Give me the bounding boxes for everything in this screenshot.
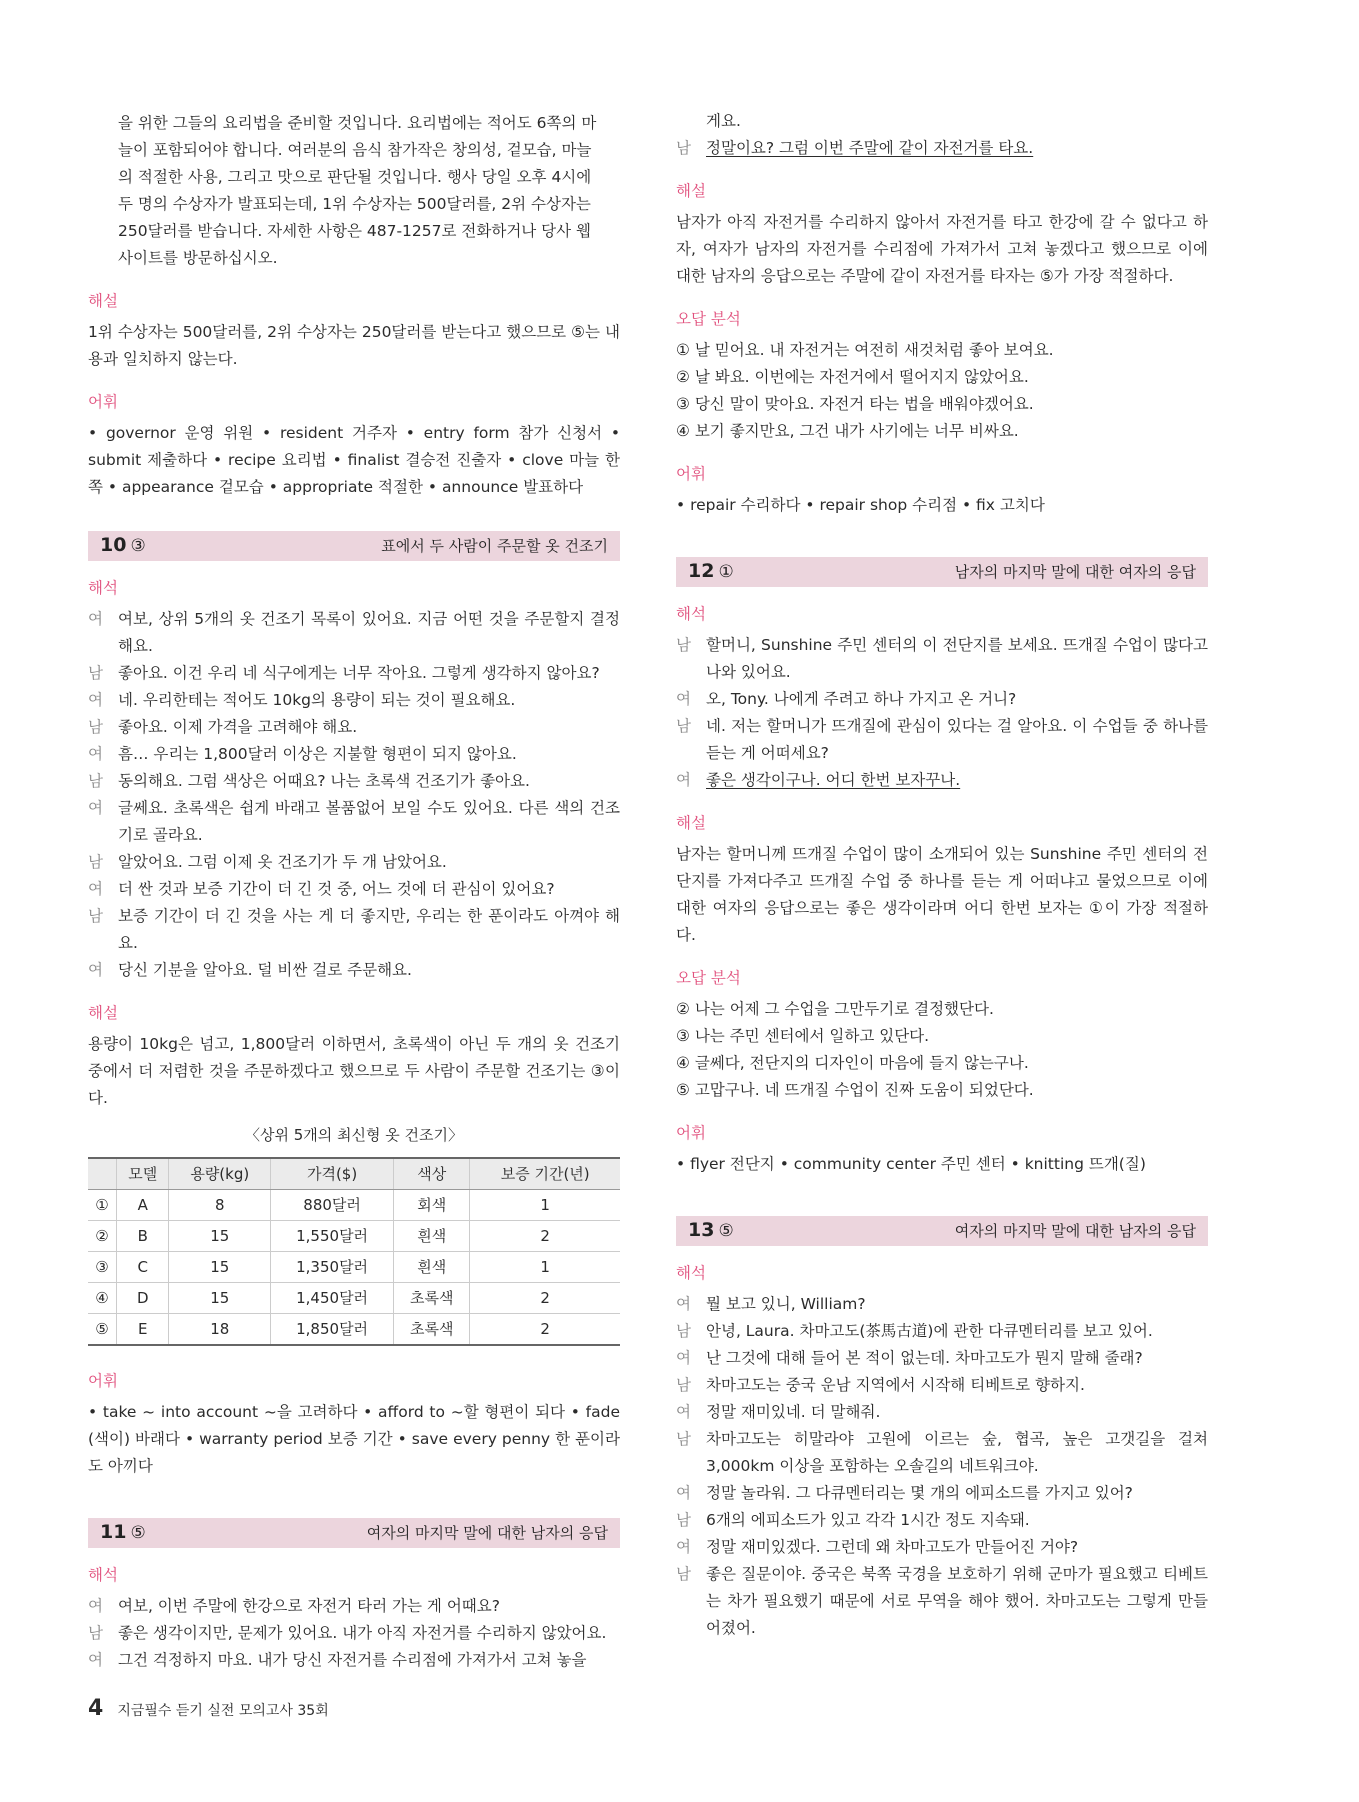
script-label: 해석 [88, 579, 118, 597]
table-row: ② B 15 1,550달러 흰색 2 [88, 1221, 620, 1252]
table-header-cell: 용량(kg) [169, 1158, 271, 1190]
script-line: 두 명의 수상자가 발표되는데, 1위 수상자는 500달러를, 2위 수상자는 [118, 195, 591, 213]
table-row: ④ D 15 1,450달러 초록색 2 [88, 1283, 620, 1314]
dialogue-line: 남 좋아요. 이건 우리 네 식구에게는 너무 작아요. 그렇게 생각하지 않아요? [88, 660, 620, 687]
dialogue-line: 여 정말 놀라워. 그 다큐멘터리는 몇 개의 에피소드를 가지고 있어? [676, 1480, 1208, 1507]
wrong-answer-item: ⑤ 고맙구나. 네 뜨개질 수업이 진짜 도움이 되었단다. [676, 1081, 1034, 1099]
speaker: 남 [88, 853, 103, 871]
dryer-table [88, 1157, 620, 1346]
script-line: 늘이 포함되어야 합니다. 여러분의 음식 참가작은 창의성, 겉모습, 마늘 [118, 141, 592, 159]
q10-number: 10 ③ [100, 534, 146, 556]
q12-answer: ① [718, 562, 734, 582]
dialogue-line: 남 네. 저는 할머니가 뜨개질에 관심이 있다는 걸 알아요. 이 수업들 중 하나를 듣는 게 어떠세요? [676, 713, 1208, 767]
dialogue-line: 여 정말 재미있겠다. 그런데 왜 차마고도가 만들어진 거야? [676, 1534, 1208, 1561]
dialogue-line [676, 135, 1208, 162]
q11-answer: ⑤ [130, 1523, 146, 1543]
dialogue-line: 여 네. 우리한테는 적어도 10kg의 용량이 되는 것이 필요해요. [88, 687, 620, 714]
q13-answer: ⑤ [718, 1221, 734, 1241]
q9-vocab: • governor 운영 위원 • resident 거주자 • entry form 참가 신청서 • submit 제출하다 • recipe 요리법 • finalist 결승전 진출자 • clove 마늘 한 쪽 • appearance 겉모습 • appropriate 적절한 • announce 발표하다 [88, 424, 620, 496]
explanation-label: 해설 [676, 814, 706, 832]
dialogue-line: 남 차마고도는 히말라야 고원에 이르는 숲, 협곡, 높은 고갯길을 걸쳐 3,000km 이상을 포함하는 오솔길의 네트워크야. [676, 1426, 1208, 1480]
answer-underline: 정말이요? 그럼 이번 주말에 같이 자전거를 타요. [706, 139, 1034, 157]
speaker: 남 [676, 636, 691, 654]
speaker: 남 [676, 139, 691, 157]
speaker: 여 [88, 610, 103, 628]
table-header-cell: 보증 기간(년) [470, 1158, 620, 1190]
q9-explanation: 1위 수상자는 500달러를, 2위 수상자는 250달러를 받는다고 했으므로 ⑤는 내용과 일치하지 않는다. [88, 323, 620, 368]
dialogue-line: 남 안녕, Laura. 차마고도(茶馬古道)에 관한 다큐멘터리를 보고 있어. [676, 1318, 1208, 1345]
speaker: 여 [676, 1538, 691, 1556]
q10-description: 표에서 두 사람이 주문할 옷 건조기 [381, 536, 608, 555]
speaker: 여 [676, 1484, 691, 1502]
table-row: ③ C 15 1,350달러 흰색 1 [88, 1252, 620, 1283]
table-header-cell: 가격($) [271, 1158, 394, 1190]
dialogue-line: 여 당신 기분을 알아요. 덜 비싼 걸로 주문해요. [88, 957, 620, 984]
dialogue-line: 남 할머니, Sunshine 주민 센터의 이 전단지를 보세요. 뜨개질 수업이 많다고 나와 있어요. [676, 632, 1208, 686]
q12-header-bar [676, 557, 1208, 587]
q11-header-bar [88, 1518, 620, 1548]
speaker: 여 [88, 1597, 103, 1615]
speaker: 여 [88, 880, 103, 898]
script-line: 의 적절한 사용, 그리고 맛으로 판단될 것입니다. 행사 당일 오후 4시에 [118, 168, 592, 186]
explanation-label: 해설 [676, 182, 706, 200]
speaker: 여 [88, 1651, 103, 1669]
speaker: 여 [88, 745, 103, 763]
dialogue-line: 여 그건 걱정하지 마요. 내가 당신 자전거를 수리점에 가져가서 고쳐 놓을 [88, 1647, 620, 1674]
script-line: 사이트를 방문하십시오. [118, 249, 278, 267]
speaker: 여 [88, 961, 103, 979]
script-label: 해석 [676, 1264, 706, 1282]
speaker: 여 [676, 690, 691, 708]
speaker: 여 [88, 691, 103, 709]
table-header-cell [88, 1158, 117, 1190]
q12-dialogue [676, 632, 1208, 794]
speaker: 남 [88, 664, 103, 682]
explanation-label: 해설 [88, 1004, 118, 1022]
dialogue-line: 남 알았어요. 그럼 이제 옷 건조기가 두 개 남았어요. [88, 849, 620, 876]
table-header-cell: 색상 [394, 1158, 470, 1190]
vocab-label: 어휘 [676, 1124, 706, 1142]
wrong-answer-item: ① 날 믿어요. 내 자전거는 여전히 새것처럼 좋아 보여요. [676, 341, 1054, 359]
dialogue-line [676, 767, 1208, 794]
dialogue-line: 여 글쎄요. 초록색은 쉽게 바래고 볼품없어 보일 수도 있어요. 다른 색의 건조기로 골라요. [88, 795, 620, 849]
left-column [88, 110, 620, 1674]
speaker: 여 [676, 1295, 691, 1313]
q10-vocab: • take ~ into account ~을 고려하다 • afford to ~할 형편이 되다 • fade (색이) 바래다 • warranty period 보증 기간 • save every penny 한 푼이라도 아끼다 [88, 1403, 620, 1475]
wrong-answer-item: ④ 글쎄다, 전단지의 디자인이 마음에 들지 않는구나. [676, 1054, 1029, 1072]
speaker: 여 [676, 1349, 691, 1367]
speaker: 남 [676, 1376, 691, 1394]
speaker: 남 [88, 718, 103, 736]
q10-dialogue [88, 606, 620, 984]
q11-number: 11 ⑤ [100, 1521, 146, 1543]
table-caption: 〈상위 5개의 최신형 옷 건조기〉 [244, 1126, 463, 1144]
dialogue-line: 남 6개의 에피소드가 있고 각각 1시간 정도 지속돼. [676, 1507, 1208, 1534]
speaker: 여 [676, 771, 691, 789]
script-line: 250달러를 받습니다. 자세한 사항은 487-1257로 전화하거나 당사 웹 [118, 222, 592, 240]
speaker: 남 [676, 1511, 691, 1529]
dialogue-line: 남 동의해요. 그럼 색상은 어때요? 나는 초록색 건조기가 좋아요. [88, 768, 620, 795]
speaker: 남 [676, 1322, 691, 1340]
q13-header-bar [676, 1216, 1208, 1246]
vocab-label: 어휘 [676, 465, 706, 483]
q12-explanation: 남자는 할머니께 뜨개질 수업이 많이 소개되어 있는 Sunshine 주민 센터의 전단지를 가져다주고 뜨개질 수업 중 하나를 듣는 게 어떠냐고 물었으므로 이에 대한 여자의 응답으로는 좋은 생각이라며 어디 한번 보자는 ①이 가장 적절하다. [676, 845, 1208, 944]
table-header-row [88, 1158, 620, 1190]
table-header-cell: 모델 [117, 1158, 169, 1190]
dialogue-line: 여 더 싼 것과 보증 기간이 더 긴 것 중, 어느 것에 더 관심이 있어요? [88, 876, 620, 903]
dialogue-line: 여 정말 재미있네. 더 말해줘. [676, 1399, 1208, 1426]
page-number: 4 [88, 1696, 104, 1721]
dialogue-line: 남 보증 기간이 더 긴 것을 사는 게 더 좋지만, 우리는 한 푼이라도 아껴야 해요. [88, 903, 620, 957]
dialogue-continuation: 게요. [706, 112, 741, 130]
q12-description: 남자의 마지막 말에 대한 여자의 응답 [954, 562, 1196, 581]
q13-dialogue [676, 1291, 1208, 1642]
dialogue-line: 여 여보, 이번 주말에 한강으로 자전거 타러 가는 게 어때요? [88, 1593, 620, 1620]
q11-explanation: 남자가 아직 자전거를 수리하지 않아서 자전거를 타고 한강에 갈 수 없다고 하자, 여자가 남자의 자전거를 수리점에 가져가서 고쳐 놓겠다고 했으므로 이에 대한 남자의 응답으로는 주말에 같이 자전거를 타자는 ⑤가 가장 적절하다. [676, 213, 1208, 285]
q10-header-bar [88, 531, 620, 561]
dialogue-line: 남 좋아요. 이제 가격을 고려해야 해요. [88, 714, 620, 741]
dialogue-line: 여 오, Tony. 나에게 주려고 하나 가지고 온 거니? [676, 686, 1208, 713]
speaker: 여 [88, 799, 103, 817]
wrong-answer-item: ③ 나는 주민 센터에서 일하고 있단다. [676, 1027, 930, 1045]
q11-vocab: • repair 수리하다 • repair shop 수리점 • fix 고치다 [676, 496, 1045, 514]
speaker: 남 [676, 1565, 691, 1583]
dialogue-line: 여 뭘 보고 있니, William? [676, 1291, 1208, 1318]
book-title: 지금필수 듣기 실전 모의고사 35회 [117, 1703, 329, 1719]
explanation-label: 해설 [88, 292, 118, 310]
dialogue-line: 남 좋은 질문이야. 중국은 북쪽 국경을 보호하기 위해 군마가 필요했고 티베트는 차가 필요했기 때문에 서로 무역을 해야 했어. 차마고도는 그렇게 만들어졌어. [676, 1561, 1208, 1642]
dialogue-line: 여 여보, 상위 5개의 옷 건조기 목록이 있어요. 지금 어떤 것을 주문할지 결정해요. [88, 606, 620, 660]
speaker: 남 [88, 1624, 103, 1642]
right-column [676, 108, 1208, 1642]
answer-underline: 좋은 생각이구나. 어디 한번 보자꾸나. [706, 771, 961, 789]
script-line: 을 위한 그들의 요리법을 준비할 것입니다. 요리법에는 적어도 6쪽의 마 [118, 114, 597, 132]
dialogue-line: 여 흠… 우리는 1,800달러 이상은 지불할 형편이 되지 않아요. [88, 741, 620, 768]
speaker: 남 [676, 1430, 691, 1448]
dialogue-line: 여 난 그것에 대해 들어 본 적이 없는데. 차마고도가 뭔지 말해 줄래? [676, 1345, 1208, 1372]
wrong-answer-item: ② 날 봐요. 이번에는 자전거에서 떨어지지 않았어요. [676, 368, 1029, 386]
script-label: 해석 [88, 1566, 118, 1584]
wrong-answer-label: 오답 분석 [676, 310, 741, 328]
speaker: 남 [88, 772, 103, 790]
wrong-answer-item: ③ 당신 말이 맞아요. 자전거 타는 법을 배워야겠어요. [676, 395, 1034, 413]
wrong-answer-item: ② 나는 어제 그 수업을 그만두기로 결정했단다. [676, 1000, 994, 1018]
q11-description: 여자의 마지막 말에 대한 남자의 응답 [366, 1523, 608, 1542]
q12-number: 12 ① [688, 560, 734, 582]
wrong-answer-label: 오답 분석 [676, 969, 741, 987]
script-label: 해석 [676, 605, 706, 623]
q10-answer: ③ [130, 536, 146, 556]
dialogue-line [676, 108, 1208, 135]
q9-script-continuation [88, 110, 620, 272]
vocab-label: 어휘 [88, 1372, 118, 1390]
q13-description: 여자의 마지막 말에 대한 남자의 응답 [954, 1221, 1196, 1240]
table-row: ⑤ E 18 1,850달러 초록색 2 [88, 1314, 620, 1346]
q13-number: 13 ⑤ [688, 1219, 734, 1241]
vocab-label: 어휘 [88, 393, 118, 411]
dialogue-line: 남 차마고도는 중국 운남 지역에서 시작해 티베트로 향하지. [676, 1372, 1208, 1399]
wrong-answer-item: ④ 보기 좋지만요, 그건 내가 사기에는 너무 비싸요. [676, 422, 1019, 440]
page-footer [88, 1696, 329, 1721]
speaker: 남 [88, 907, 103, 925]
q12-vocab: • flyer 전단지 • community center 주민 센터 • knitting 뜨개(질) [676, 1155, 1146, 1173]
table-row: ① A 8 880달러 회색 1 [88, 1190, 620, 1221]
dialogue-line: 남 좋은 생각이지만, 문제가 있어요. 내가 아직 자전거를 수리하지 않았어요. [88, 1620, 620, 1647]
speaker: 남 [676, 717, 691, 735]
q11-dialogue [88, 1593, 620, 1674]
q10-explanation: 용량이 10kg은 넘고, 1,800달러 이하면서, 초록색이 아닌 두 개의 옷 건조기 중에서 더 저렴한 것을 주문하겠다고 했으므로 두 사람이 주문할 건조기는 ③이다. [88, 1035, 620, 1107]
speaker: 여 [676, 1403, 691, 1421]
